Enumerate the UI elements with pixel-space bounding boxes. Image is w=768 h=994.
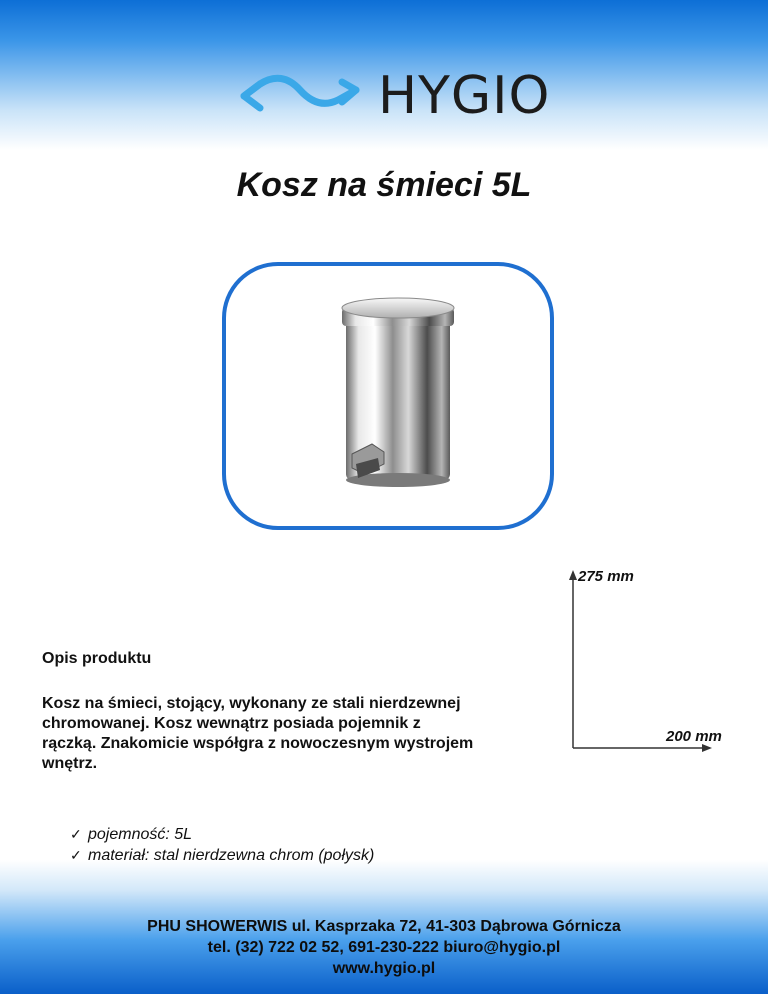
product-image-frame xyxy=(222,262,554,530)
feature-text: materiał: stal nierdzewna chrom (połysk) xyxy=(88,847,375,864)
wave-logo-icon xyxy=(238,72,368,118)
description-line: Kosz na śmieci, stojący, wykonany ze stali nierdzewnej xyxy=(42,695,461,712)
description-text xyxy=(42,694,562,774)
checkmark-icon: ✓ xyxy=(70,826,82,842)
width-label: 200 mm xyxy=(666,728,722,745)
pedal-bin-icon xyxy=(334,294,464,494)
description-heading: Opis produktu xyxy=(42,650,152,667)
list-item xyxy=(70,824,374,845)
height-label: 275 mm xyxy=(578,568,634,585)
brand-logo xyxy=(238,66,558,126)
description-line: rączką. Znakomicie współgra z nowoczesnym wystrojem xyxy=(42,735,474,752)
description-line: chromowanej. Kosz wewnątrz posiada pojemnik z xyxy=(42,715,421,732)
footer-phone-email: tel. (32) 722 02 52, 691-230-222 biuro@hygio.pl xyxy=(207,939,561,956)
brand-name: HYGIO xyxy=(378,66,551,126)
list-item xyxy=(70,845,374,866)
checkmark-icon: ✓ xyxy=(70,847,82,863)
footer-address: PHU SHOWERWIS ul. Kasprzaka 72, 41-303 Dąbrowa Górnicza xyxy=(147,918,621,935)
page-title: Kosz na śmieci 5L xyxy=(236,166,532,204)
footer-website: www.hygio.pl xyxy=(332,960,436,977)
dimension-arrows-icon xyxy=(560,562,760,762)
dimension-diagram xyxy=(560,562,760,762)
feature-text: pojemność: 5L xyxy=(88,826,193,843)
footer-contact xyxy=(0,916,768,979)
feature-list xyxy=(70,824,374,866)
description-line: wnętrz. xyxy=(42,755,98,772)
